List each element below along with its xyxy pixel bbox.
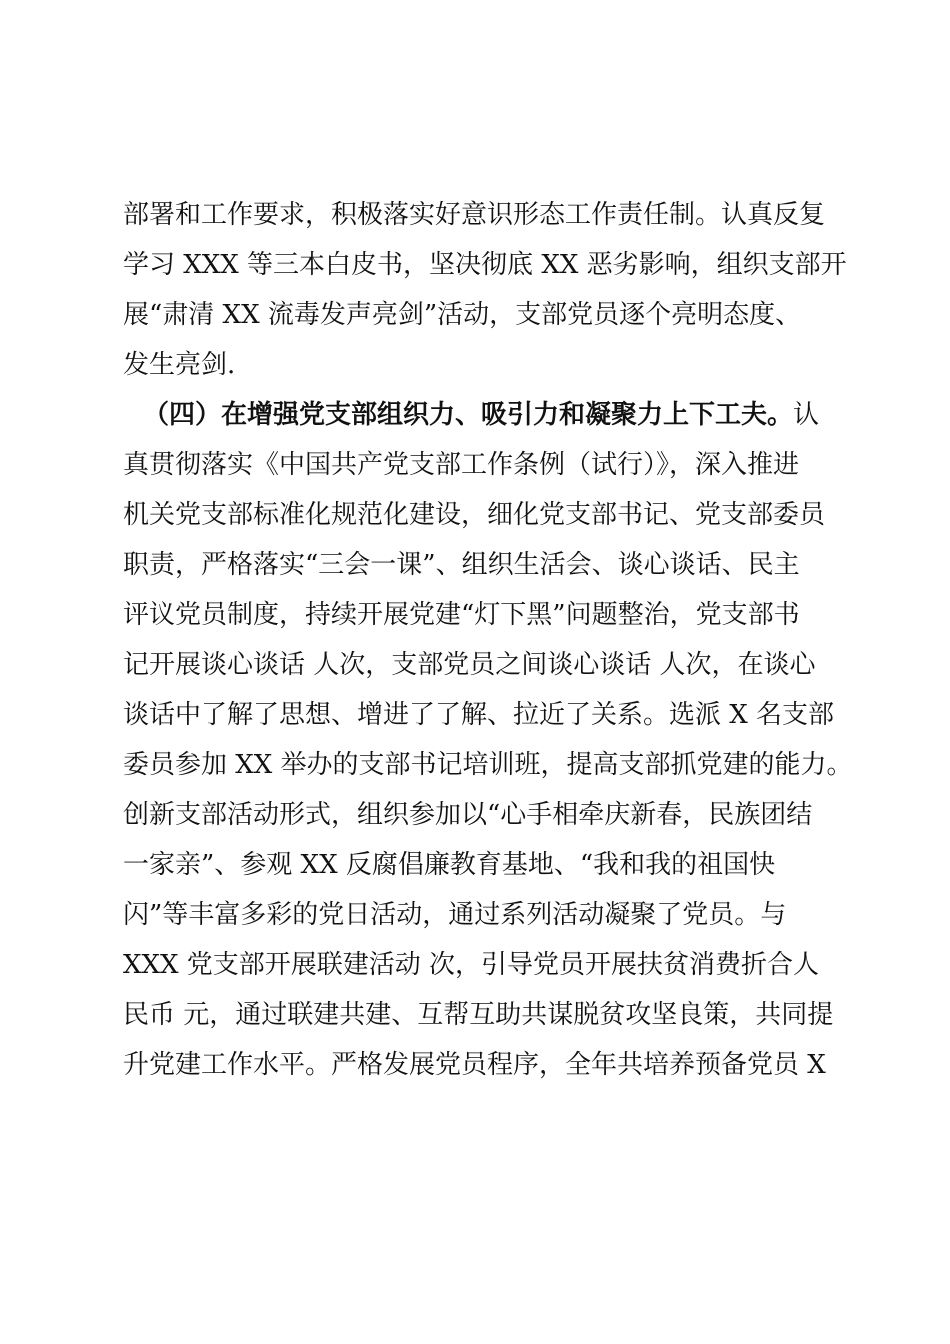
section-line-6: 谈话中了解了思想、增进了了解、拉近了关系。选派 X 名支部 bbox=[123, 700, 835, 730]
body-line-3: 展“肃清 XX 流毒发声亮剑”活动，支部党员逐个亮明态度、 bbox=[123, 300, 802, 330]
section-line-5: 记开展谈心谈话 人次，支部党员之间谈心谈话 人次，在谈心 bbox=[123, 650, 816, 680]
body-line-2: 学习 XXX 等三本白皮书，坚决彻底 XX 恶劣影响，组织支部开 bbox=[123, 250, 847, 280]
section-line-7: 委员参加 XX 举办的支部书记培训班，提高支部抓党建的能力。 bbox=[123, 750, 853, 780]
document-body bbox=[123, 190, 853, 1090]
section-line-12: 民币 元，通过联建共建、互帮互助共谋脱贫攻坚良策，共同提 bbox=[123, 1000, 834, 1030]
section-line-11: XXX 党支部开展联建活动 次，引导党员开展扶贫消费折合人 bbox=[123, 950, 820, 980]
section-line-13: 升党建工作水平。严格发展党员程序，全年共培养预备党员 X bbox=[123, 1050, 826, 1080]
section-line-8: 创新支部活动形式，组织参加以“心手相牵庆新春，民族团结 bbox=[123, 800, 813, 830]
section-heading: （四）在增强党支部组织力、吸引力和凝聚力上下工夫。 bbox=[143, 400, 794, 430]
section-line-4: 评议党员制度，持续开展党建“灯下黑”问题整治，党支部书 bbox=[123, 600, 800, 630]
section-heading-line bbox=[123, 390, 833, 440]
body-line-4: 发生亮剑. bbox=[123, 350, 236, 380]
body-line-1: 部署和工作要求，积极落实好意识形态工作责任制。认真反复 bbox=[123, 200, 826, 230]
section-heading-continuation: 认 bbox=[793, 400, 820, 430]
section-line-10: 闪”等丰富多彩的党日活动，通过系列活动凝聚了党员。与 bbox=[123, 900, 787, 930]
section-line-1: 真贯彻落实《中国共产党支部工作条例（试行）》，深入推进 bbox=[123, 450, 800, 480]
section-line-3: 职责，严格落实“三会一课”、组织生活会、谈心谈话、民主 bbox=[123, 550, 800, 580]
section-line-9: 一家亲”、参观 XX 反腐倡廉教育基地、“我和我的祖国快 bbox=[123, 850, 776, 880]
section-line-2: 机关党支部标准化规范化建设，细化党支部书记、党支部委员 bbox=[123, 500, 826, 530]
